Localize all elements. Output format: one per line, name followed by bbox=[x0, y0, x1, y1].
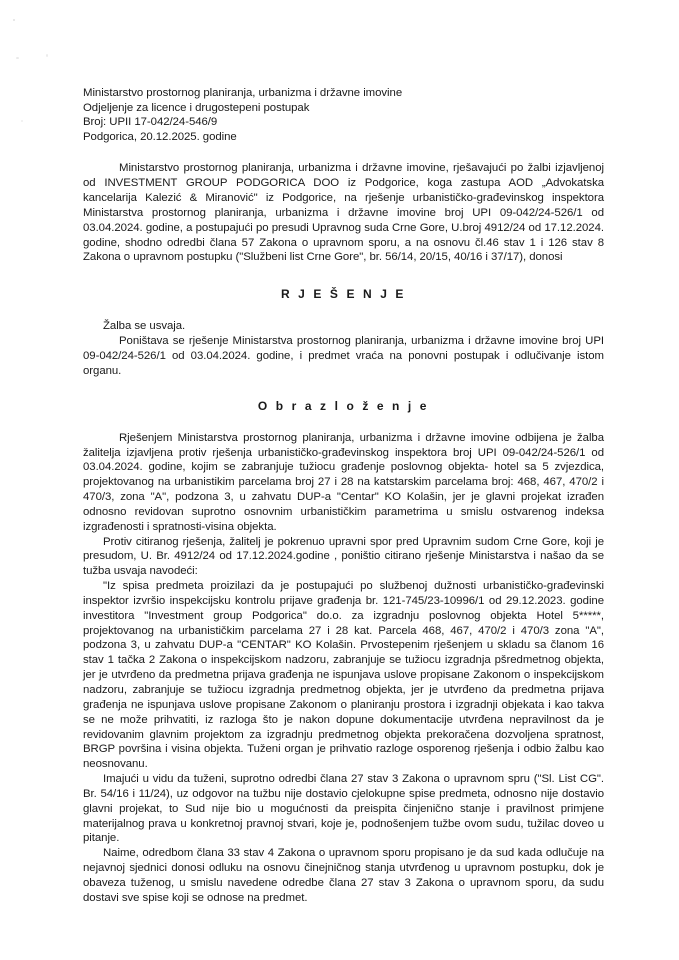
scan-artifact-speck bbox=[16, 57, 19, 59]
explanation-paragraph: Imajući u vidu da tuženi, suprotno odredbi člana 27 stav 3 Zakona o upravnom spru ("Sl. List CG". Br. 54/16 i 11/24), uz odgovor na tužbu nije dostavio cjelokupne spise predmeta, odnosno nije dostavio glavni projekat, to Sud nije bio u mogućnosti da preispita činjenično stanje i pravilnost primjene materijalnog prava u konkretnoj pravnoj stvari, koje je, podnošenjem tužbe ovom sudu, tužilac doveo u pitanje. bbox=[83, 773, 604, 845]
spacer bbox=[83, 413, 604, 431]
spacer bbox=[83, 301, 604, 319]
spacer bbox=[83, 265, 604, 287]
explanation-paragraph: Naime, odredbom člana 33 stav 4 Zakona o upravnom sporu propisano je da sud kada odlučuje na nejavnoj sjednici donosi odluku na osnovu činejničnog stanja utvrđenog u upravnom postupku, dok je obaveza tuženog, u smislu navedene odredbe člana 27 stav 3 Zakona o upravnom sporu, da sudu dostavi sve spise koji se odnose na predmet. bbox=[83, 847, 604, 904]
explanation-paragraph: Protiv citiranog rješenja, žalitelj je pokrenuo upravni spor pred Upravnim sudom Crne Gore, koji je presudom, U. Br. 4912/24 od 17.12.2024.godine , poništio citirano rješenje Ministarstva i našao da se tužba usvaja navodeći: bbox=[83, 535, 604, 578]
letterhead-department: Odjeljenje za licence i drugostepeni postupak bbox=[83, 101, 310, 114]
spacer bbox=[83, 379, 604, 399]
decision-item: Žalba se usvaja. bbox=[103, 320, 186, 333]
document-body bbox=[83, 86, 604, 906]
scan-artifact-speck bbox=[21, 120, 23, 122]
decision-heading: R J E Š E N J E bbox=[280, 287, 407, 302]
letterhead-ministry: Ministarstvo prostornog planiranja, urbanizma i državne imovine bbox=[83, 87, 403, 99]
letterhead-reference-number: Broj: UPII 17-042/24-546/9 bbox=[83, 116, 218, 129]
explanation-paragraph: Rješenjem Ministarstva prostornog planiranja, urbanizma i državne imovine odbijena je žalba žalitelja izjavljena protiv rješenja urbanističko-građevinskog inspektora broj UPI 09-042/24-526/1 od 03.04.2024. godine, kojim se zabranjuje tužiocu građenje poslovnog objekta- hotel sa 5 zvjezdica, projektovanog na urbanistikim parcelama broj 27 i 28 na katstarskim parcelama broj: 468, 467, 470/2 i 470/3, zona "A", podzona 3, u zahvatu DUP-a "Centar" KO Kolašin, jer je glavni projekat izrađen odnosno revidovan suprotno osnovnim urbanističkim parametrima u smislu ostvarenog indeksa izgrađenosti i spratnosti-visina objekta. bbox=[83, 431, 604, 533]
explanation-heading: O b r a z l o ž e n j e bbox=[257, 398, 430, 413]
scan-artifact-speck bbox=[46, 54, 48, 57]
letterhead bbox=[83, 86, 604, 144]
scan-artifact-speck bbox=[13, 19, 15, 21]
explanation-paragraph: "Iz spisa predmeta proizilazi da je postupajući po službenoj dužnosti urbanističko-građevinski inspektor izvršio inspekcijsku kontrolu prijave građenja br. 121-745/23-10996/1 od 29.12.2023. godine investitora "Investment group Podgorica" do.o. za izgradnju poslovnog objekta Hotel 5*****, projektovanog na urbanističkim parcelama 27 i 28 kat. Parcela 468, 467, 470/2 i 470/3 zona "A", podzona 3, u zahvatu DUP-a "CENTAR" KO Kolašin. Prvostepenim rješenjem u skladu sa članom 16 stav 1 tačka 2 Zakona o inspekcijskom nadzoru, zabranjuje se tužiocu izgradnja pšredmetnog objekta, jer je utvrđeno da predmetna prijava građenja ne ispunjava uslove propisane Zakonom o inspekcijskom nadzoru, zabranjuje se tužiocu izgradnja predmetnog objekta, jer je utvrđeno da predmetna prijava građenja ne ispunjava uslove propisane Zakonom o planiranju prostora i izgradnji objekata i kao takva se ne može prihvatiti, iz razloga što je nakon dopune dokumentacije utvrđena nepravilnost da je revidovanim glavnim projektom za izgradnju predmetnog objekta prekoračena dozvoljena spratnost, BRGP površina i visina objekta. Tuženi organ je prihvatio razloge osporenog rješenja i odbio žalbu kao neosnovanu. bbox=[83, 580, 604, 771]
decision-item: Poništava se rješenje Ministarstva prostornog planiranja, urbanizma i državne imovine broj UPI 09-042/24-526/1 od 03.04.2024. godine, i predmet vraća na ponovni postupak i odlučivanje istom organu. bbox=[83, 335, 604, 377]
preamble-paragraph: Ministarstvo prostornog planiranja, urbanizma i državne imovine, rješavajući po žalbi izjavljenoj od INVESTMENT GROUP PODGORICA DOO iz Podgorice, koga zastupa AOD „Advokatska kancelarija Kalezić & Miranović" iz Podgorice, na rješenje urbanističko-građevinskog inspektora Ministarstva prostornog planiranja, urbanizma i državne imovine broj UPI 09-042/24-526/1 od 03.04.2024. godine, a postupajući po presudi Upravnog suda Crne Gore, U.broj 4912/24 od 17.12.2024. godine, shodno odredbi člana 57 Zakona o upravnom sporu, a na osnovu čl.46 stav 1 i 126 stav 8 Zakona o upravnom postupku ("Službeni list Crne Gore", br. 56/14, 20/15, 40/16 i 37/17), donosi bbox=[83, 162, 604, 264]
letterhead-place-and-date: Podgorica, 20.12.2025. godine bbox=[83, 130, 237, 143]
